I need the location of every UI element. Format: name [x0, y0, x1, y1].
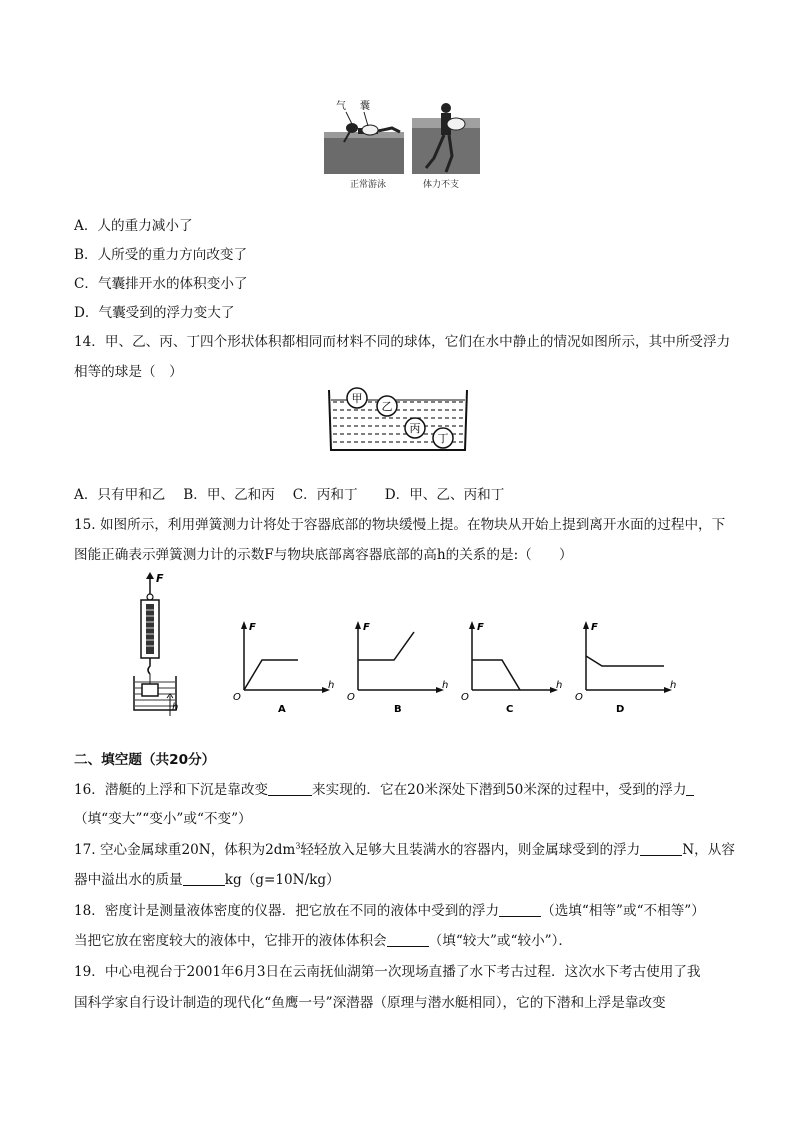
graph-b-origin: O	[347, 692, 355, 703]
q18-blank-1[interactable]	[499, 902, 541, 917]
q16-blank-2[interactable]	[686, 781, 694, 796]
apparatus-F-label: F	[156, 572, 164, 585]
graph-c-x-label: h	[556, 680, 563, 691]
ball-bing-label: 丙	[409, 422, 421, 435]
graph-b-label: B	[394, 704, 402, 713]
ball-jia-label: 甲	[351, 392, 363, 405]
graph-b	[344, 618, 454, 713]
label-nang: 囊	[360, 101, 370, 112]
graph-c-curve	[472, 660, 520, 690]
q16-part-b: 来实现的．它在20米深处下潜到50米深的过程中，受到的浮力	[312, 782, 687, 798]
section-fill-in-title: 二、填空题（共20分）	[74, 752, 216, 768]
caption-normal-swim: 正常游泳	[350, 180, 387, 190]
graph-c	[458, 618, 568, 713]
q17-superscript: 3	[295, 841, 301, 851]
graph-d-curve	[586, 656, 664, 666]
q13-option-a: A．人的重力减小了	[74, 218, 193, 234]
graph-d-label: D	[616, 704, 625, 713]
q17-blank-1[interactable]	[640, 841, 682, 856]
q17-part-c: N，从容	[682, 842, 735, 858]
ball-ding-label: 丁	[437, 432, 449, 445]
q17-part-b: 轻轻放入足够大且装满水的容器内，则金属球受到的浮力	[300, 842, 641, 858]
q17-line2-b: kg（g=10N/kg）	[224, 872, 340, 888]
q14-stem-line2: 相等的球是（ ）	[74, 364, 183, 380]
graph-b-x-label: h	[442, 680, 449, 691]
q18-part-a: 18．密度计是测量液体密度的仪器．把它放在不同的液体中受到的浮力	[74, 903, 500, 919]
balls-in-water-figure	[323, 386, 473, 456]
q17-line1	[74, 838, 735, 858]
q18-line1	[74, 899, 705, 919]
q18-line2-a: 当把它放在密度较大的液体中，它排开的液体体积会	[74, 933, 387, 949]
q17-blank-2[interactable]	[183, 871, 225, 886]
q17-part-a: 17. 空心金属球重20N，体积为2dm	[74, 842, 296, 858]
q18-line2	[74, 929, 572, 949]
graph-c-label: C	[506, 704, 514, 713]
graph-a-x-label: h	[328, 680, 335, 691]
graph-d	[572, 618, 682, 713]
graph-c-y-label: F	[477, 622, 484, 633]
q15-stem-line2: 图能正确表示弹簧测力计的示数F与物块底部离容器底部的高h的关系的是:（ ）	[74, 547, 573, 563]
graph-d-y-label: F	[591, 622, 598, 633]
label-qi: 气	[336, 101, 346, 112]
q16-line2: （填“变大”“变小”或“不变”）	[74, 811, 252, 827]
ball-yi-label: 乙	[381, 400, 393, 413]
graph-d-origin: O	[575, 692, 583, 703]
q18-blank-2[interactable]	[387, 932, 429, 947]
graph-a-y-label: F	[249, 622, 256, 633]
q14-options: A．只有甲和乙 B．甲、乙和丙 C．丙和丁 D．甲、乙、丙和丁	[74, 487, 505, 503]
q14-stem-line1: 14．甲、乙、丙、丁四个形状体积都相同而材料不同的球体，它们在水中静止的情况如图所示，其中所受浮力	[74, 334, 731, 350]
graph-a	[230, 618, 340, 713]
caption-exhausted: 体力不支	[423, 180, 460, 190]
q17-line2	[74, 868, 340, 888]
graph-a-origin: O	[233, 692, 241, 703]
graph-a-label: A	[278, 704, 286, 713]
q19-line2: 国科学家自行设计制造的现代化“鱼鹰一号”深潜器（原理与潜水艇相同），它的下潜和上浮是靠改变	[74, 995, 666, 1011]
graph-c-origin: O	[461, 692, 469, 703]
q17-line2-a: 器中溢出水的质量	[74, 872, 183, 888]
spring-scale-apparatus	[128, 570, 188, 720]
q13-option-d: D．气囊受到的浮力变大了	[74, 305, 235, 321]
graph-d-x-label: h	[670, 680, 677, 691]
graph-b-y-label: F	[363, 622, 370, 633]
q18-part-b: （选填“相等”或“不相等”）	[541, 903, 705, 919]
q18-line2-b: （填“较大”或“较小”）．	[428, 933, 572, 949]
q16-blank-1[interactable]	[268, 781, 312, 796]
q13-option-b: B．人所受的重力方向改变了	[74, 247, 248, 263]
q13-option-c: C．气囊排开水的体积变小了	[74, 276, 248, 292]
apparatus-h-label: h	[172, 702, 179, 713]
q15-stem-line1: 15. 如图所示，利用弹簧测力计将处于容器底部的物块缓慢上提。在物块从开始上提到离开水面的过程中，下	[74, 517, 726, 533]
graph-b-curve	[358, 632, 414, 660]
q16-part-a: 16．潜艇的上浮和下沉是靠改变	[74, 782, 269, 798]
q19-line1: 19．中心电视台于2001年6月3日在云南抚仙湖第一次现场直播了水下考古过程．这次水下考古使用了我	[74, 964, 701, 980]
graph-a-curve	[244, 660, 298, 690]
q16-line1	[74, 778, 694, 798]
